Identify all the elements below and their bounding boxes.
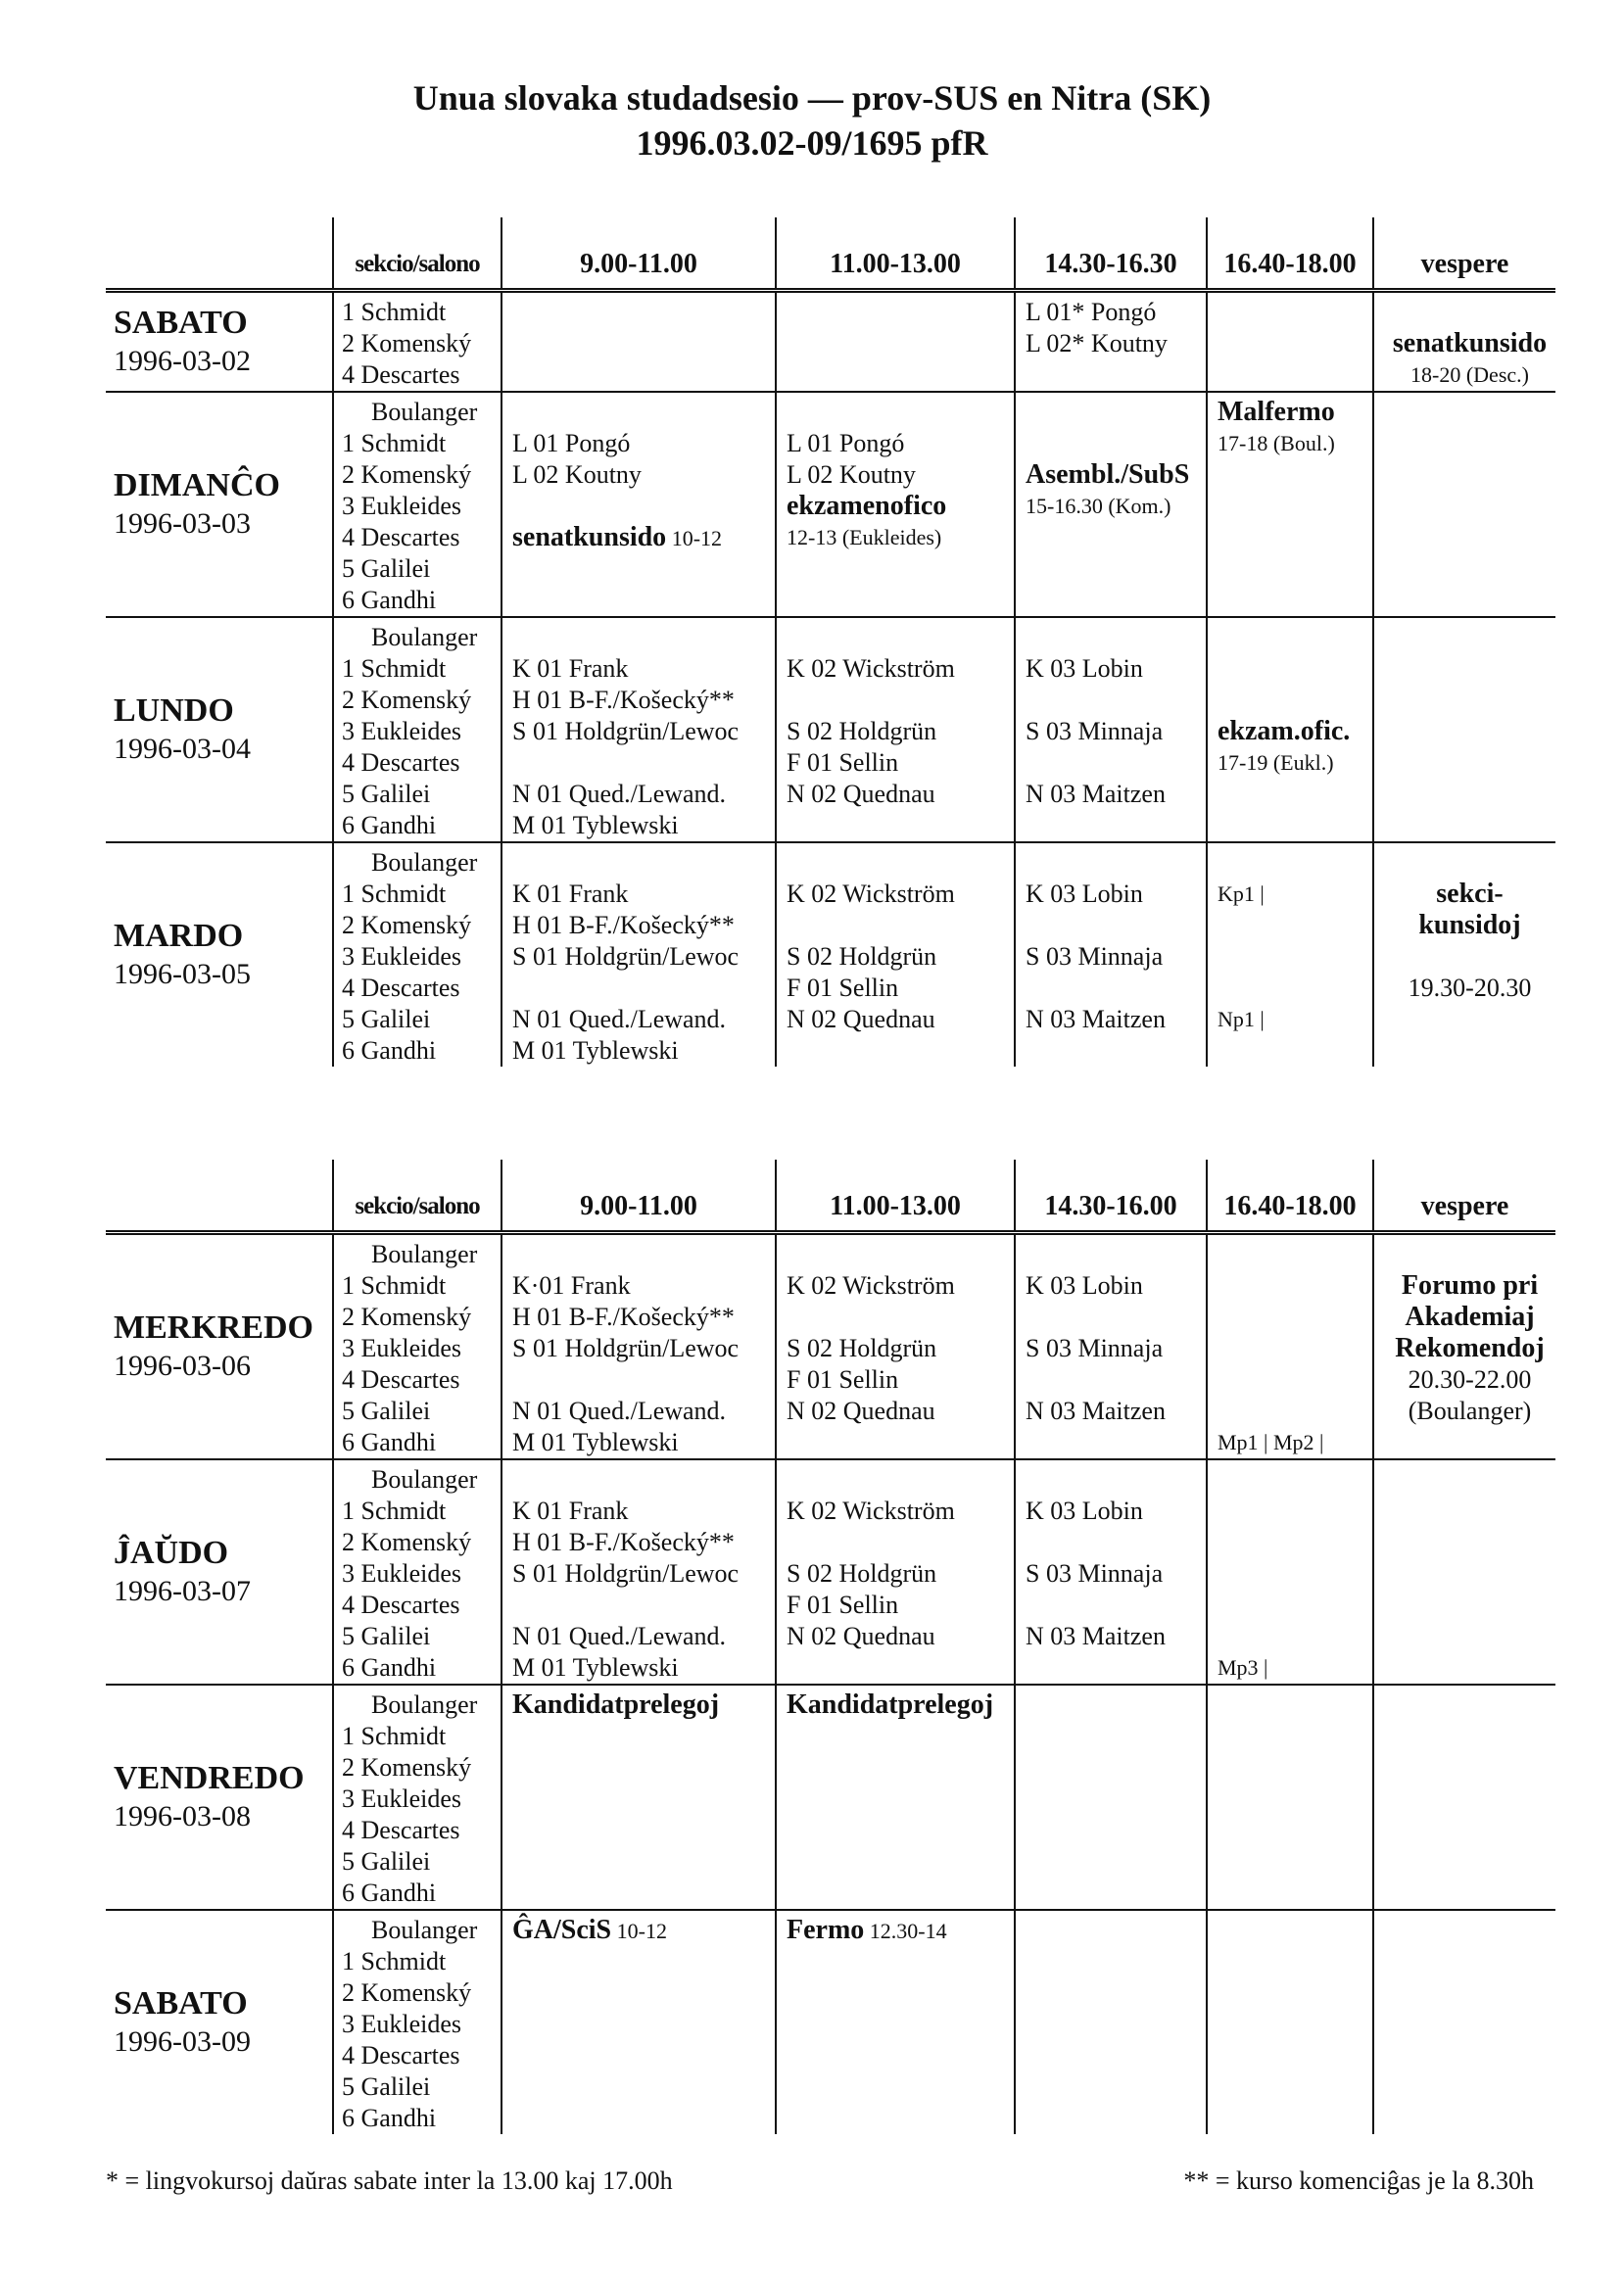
room-name: Boulanger xyxy=(371,1690,478,1719)
session-entry: N 03 Maitzen xyxy=(1026,1397,1166,1425)
day-date: 1996-03-09 xyxy=(114,2025,251,2058)
session-entry xyxy=(1218,910,1372,941)
column-header: 9.00-11.00 xyxy=(502,1160,776,1233)
session-entry: K 03 Lobin xyxy=(1026,1497,1143,1525)
room-name: 2 Komenský xyxy=(342,1753,472,1782)
session-entry: N 02 Quednau xyxy=(787,1005,935,1033)
room-name: 4 Descartes xyxy=(342,360,460,389)
session-entry: N 02 Quednau xyxy=(787,1622,935,1650)
room-name: 5 Galilei xyxy=(342,2072,431,2101)
session-entry xyxy=(512,491,775,522)
schedule-table-week1 xyxy=(106,217,1555,1067)
session-entry: K 01 Frank xyxy=(512,654,629,683)
session-cell xyxy=(1207,291,1373,393)
room-name: 3 Eukleides xyxy=(342,492,462,520)
room-name: 6 Gandhi xyxy=(342,1653,437,1682)
column-header: vespere xyxy=(1373,217,1555,291)
session-cell xyxy=(1015,617,1207,842)
day-label xyxy=(106,842,333,1067)
session-cell xyxy=(502,392,776,617)
session-entry xyxy=(512,747,775,779)
session-entry: 15-16.30 (Kom.) xyxy=(1026,494,1171,518)
session-entry: S 01 Holdgrün/Lewoc xyxy=(512,1559,740,1588)
session-entry: K 02 Wickström xyxy=(787,1271,955,1300)
session-entry: K 02 Wickström xyxy=(787,880,955,908)
session-entry: Kandidatprelegoj xyxy=(512,1689,720,1720)
room-name: 4 Descartes xyxy=(342,523,460,551)
session-cell xyxy=(1207,1233,1373,1460)
session-entry xyxy=(1026,973,1206,1004)
room-name: 4 Descartes xyxy=(342,1365,460,1394)
column-header: sekcio/salono xyxy=(333,1160,502,1233)
session-cell xyxy=(1207,617,1373,842)
room-name: 2 Komenský xyxy=(342,1303,472,1331)
column-header: 11.00-13.00 xyxy=(776,217,1015,291)
session-entry: senatkunsido 10-12 xyxy=(512,522,723,552)
room-name: 5 Galilei xyxy=(342,780,431,808)
column-header: 9.00-11.00 xyxy=(502,217,776,291)
document-subtitle: 1996.03.02-09/1695 pfR xyxy=(636,123,988,163)
session-entry: H 01 B-F./Košecký** xyxy=(512,1528,735,1556)
session-entry: S 02 Holdgrün xyxy=(787,1334,937,1362)
session-entry: 17-19 (Eukl.) xyxy=(1218,750,1334,775)
session-cell xyxy=(776,291,1015,393)
session-entry xyxy=(787,1302,1014,1333)
session-cell xyxy=(1373,1233,1555,1460)
session-entry: Kp1 | xyxy=(1218,881,1265,906)
day-name: SABATO xyxy=(114,305,248,341)
day-name: VENDREDO xyxy=(114,1760,305,1796)
day-name: MARDO xyxy=(114,918,244,954)
session-entry xyxy=(512,1464,775,1496)
day-date: 1996-03-05 xyxy=(114,958,251,990)
rooms-list xyxy=(333,1910,502,2134)
session-entry: Np1 | xyxy=(1218,1007,1265,1031)
room-name: 1 Schmidt xyxy=(342,880,447,908)
session-entry: L 02 Koutny xyxy=(512,460,642,489)
session-entry xyxy=(1218,622,1372,653)
room-name: 1 Schmidt xyxy=(342,654,447,683)
room-name: 6 Gandhi xyxy=(342,1879,437,1907)
rooms-list xyxy=(333,1233,502,1460)
session-entry xyxy=(1384,1239,1555,1270)
session-entry: S 02 Holdgrün xyxy=(787,942,937,971)
room-name: 2 Komenský xyxy=(342,329,472,357)
session-cell xyxy=(1015,1685,1207,1910)
session-cell xyxy=(776,1685,1015,1910)
session-entry: K 03 Lobin xyxy=(1026,880,1143,908)
session-entry xyxy=(1026,622,1206,653)
day-name: SABATO xyxy=(114,1985,248,2022)
day-row xyxy=(106,1233,1555,1460)
session-entry xyxy=(1218,1527,1372,1558)
day-row xyxy=(106,1459,1555,1685)
room-name: 1 Schmidt xyxy=(342,298,447,326)
session-entry: L 02 Koutny xyxy=(787,460,916,489)
room-name: 6 Gandhi xyxy=(342,2104,437,2132)
session-entry: N 02 Quednau xyxy=(787,1397,935,1425)
session-entry xyxy=(1026,1527,1206,1558)
session-entry xyxy=(1026,847,1206,879)
session-entry: Fermo 12.30-14 xyxy=(787,1915,947,1945)
room-name: 2 Komenský xyxy=(342,460,472,489)
session-cell xyxy=(1015,291,1207,393)
session-cell xyxy=(1015,1910,1207,2134)
session-entry: 17-18 (Boul.) xyxy=(1218,431,1335,455)
session-cell xyxy=(1373,1910,1555,2134)
session-cell xyxy=(1015,1459,1207,1685)
session-entry xyxy=(1026,1239,1206,1270)
session-entry xyxy=(1026,1364,1206,1396)
session-entry: ekzamenofico xyxy=(787,491,947,521)
session-entry xyxy=(1384,847,1555,879)
session-entry xyxy=(1218,1496,1372,1527)
room-name: 3 Eukleides xyxy=(342,942,462,971)
rooms-list xyxy=(333,842,502,1067)
session-entry xyxy=(512,622,775,653)
room-name: 1 Schmidt xyxy=(342,1271,447,1300)
session-entry: N 03 Maitzen xyxy=(1026,780,1166,808)
session-entry: Rekomendoj xyxy=(1395,1333,1545,1363)
session-cell xyxy=(502,617,776,842)
session-entry: M 01 Tyblewski xyxy=(512,1653,679,1682)
footnote-double-star: ** = kurso komenciĝas je la 8.30h xyxy=(1183,2166,1534,2195)
room-name: 2 Komenský xyxy=(342,911,472,939)
session-entry: S 03 Minnaja xyxy=(1026,1559,1164,1588)
session-entry: S 03 Minnaja xyxy=(1026,717,1164,745)
day-label xyxy=(106,1233,333,1460)
session-entry xyxy=(1218,653,1372,685)
column-header: 16.40-18.00 xyxy=(1207,217,1373,291)
session-entry xyxy=(1218,1621,1372,1652)
session-cell xyxy=(502,291,776,393)
session-cell xyxy=(1207,392,1373,617)
session-cell xyxy=(1373,1459,1555,1685)
session-entry: F 01 Sellin xyxy=(787,1365,899,1394)
session-entry xyxy=(1218,1333,1372,1364)
room-name: 3 Eukleides xyxy=(342,1334,462,1362)
room-name: 3 Eukleides xyxy=(342,2010,462,2038)
session-entry xyxy=(1218,1590,1372,1621)
room-name: Boulanger xyxy=(371,623,478,651)
session-entry: K·01 Frank xyxy=(512,1271,631,1300)
session-cell xyxy=(776,1459,1015,1685)
day-date: 1996-03-04 xyxy=(114,733,251,765)
column-header: sekcio/salono xyxy=(333,217,502,291)
session-entry xyxy=(1026,747,1206,779)
room-name: 3 Eukleides xyxy=(342,717,462,745)
session-entry: S 01 Holdgrün/Lewoc xyxy=(512,1334,740,1362)
session-entry xyxy=(787,622,1014,653)
day-name: DIMANĈO xyxy=(114,467,280,503)
session-cell xyxy=(1015,842,1207,1067)
session-entry: N 01 Qued./Lewand. xyxy=(512,1005,727,1033)
session-entry: Mp3 | xyxy=(1218,1655,1268,1680)
day-row xyxy=(106,617,1555,842)
column-header: 11.00-13.00 xyxy=(776,1160,1015,1233)
session-entry xyxy=(1384,941,1555,973)
session-entry: ĜA/SciS 10-12 xyxy=(512,1915,667,1945)
room-name: 2 Komenský xyxy=(342,1528,472,1556)
session-entry: N 03 Maitzen xyxy=(1026,1005,1166,1033)
session-entry: F 01 Sellin xyxy=(787,974,899,1002)
room-name: 5 Galilei xyxy=(342,1397,431,1425)
session-entry xyxy=(512,1590,775,1621)
session-entry: M 01 Tyblewski xyxy=(512,811,679,839)
session-entry xyxy=(1026,428,1206,459)
footnote-single-star: * = lingvokursoj daŭras sabate inter la 13.00 kaj 17.00h xyxy=(106,2166,673,2195)
day-label xyxy=(106,617,333,842)
header-corner xyxy=(106,1160,333,1233)
session-cell xyxy=(1207,842,1373,1067)
session-cell xyxy=(502,842,776,1067)
rooms-list xyxy=(333,1459,502,1685)
session-entry: (Boulanger) xyxy=(1408,1397,1532,1425)
day-date: 1996-03-08 xyxy=(114,1800,251,1832)
session-cell xyxy=(1015,392,1207,617)
day-row xyxy=(106,1910,1555,2134)
session-entry: L 02* Koutny xyxy=(1026,329,1168,357)
session-entry xyxy=(787,910,1014,941)
room-name: 1 Schmidt xyxy=(342,429,447,457)
room-name: 6 Gandhi xyxy=(342,1036,437,1065)
session-entry xyxy=(1026,1464,1206,1496)
session-entry: L 01 Pongó xyxy=(512,429,631,457)
session-entry xyxy=(1026,1590,1206,1621)
day-date: 1996-03-07 xyxy=(114,1575,251,1607)
session-cell xyxy=(1207,1459,1373,1685)
session-cell xyxy=(1015,1233,1207,1460)
session-entry xyxy=(1218,1302,1372,1333)
session-entry xyxy=(512,847,775,879)
session-entry: K 02 Wickström xyxy=(787,654,955,683)
room-name: 2 Komenský xyxy=(342,686,472,714)
session-entry xyxy=(1218,1239,1372,1270)
session-entry xyxy=(512,1239,775,1270)
session-entry xyxy=(1218,941,1372,973)
session-entry: M 01 Tyblewski xyxy=(512,1428,679,1456)
room-name: 5 Galilei xyxy=(342,1005,431,1033)
schedule-table-week2 xyxy=(106,1160,1555,2134)
session-entry xyxy=(787,1527,1014,1558)
session-entry: ekzam.ofic. xyxy=(1218,716,1351,746)
room-name: 4 Descartes xyxy=(342,1591,460,1619)
room-name: 2 Komenský xyxy=(342,1978,472,2007)
day-date: 1996-03-06 xyxy=(114,1350,251,1382)
column-header: 14.30-16.30 xyxy=(1015,217,1207,291)
session-entry xyxy=(1218,973,1372,1004)
room-name: 4 Descartes xyxy=(342,748,460,777)
session-cell xyxy=(1207,1910,1373,2134)
day-label xyxy=(106,1685,333,1910)
session-cell xyxy=(776,1910,1015,2134)
room-name: 6 Gandhi xyxy=(342,811,437,839)
room-name: 5 Galilei xyxy=(342,554,431,583)
session-entry xyxy=(1026,1302,1206,1333)
session-entry: S 03 Minnaja xyxy=(1026,942,1164,971)
session-entry: H 01 B-F./Košecký** xyxy=(512,686,735,714)
room-name: 1 Schmidt xyxy=(342,1722,447,1750)
day-label xyxy=(106,1910,333,2134)
session-entry: N 01 Qued./Lewand. xyxy=(512,1622,727,1650)
session-entry: kunsidoj xyxy=(1418,910,1521,940)
day-row xyxy=(106,392,1555,617)
session-entry: S 01 Holdgrün/Lewoc xyxy=(512,717,740,745)
session-entry: N 01 Qued./Lewand. xyxy=(512,780,727,808)
session-entry: S 02 Holdgrün xyxy=(787,717,937,745)
rooms-list xyxy=(333,392,502,617)
day-row xyxy=(106,1685,1555,1910)
session-entry: M 01 Tyblewski xyxy=(512,1036,679,1065)
session-entry xyxy=(1026,397,1206,428)
session-entry: 20.30-22.00 xyxy=(1408,1365,1532,1394)
session-entry: K 03 Lobin xyxy=(1026,1271,1143,1300)
room-name: Boulanger xyxy=(371,1240,478,1268)
session-entry xyxy=(1218,1396,1372,1427)
session-entry: K 01 Frank xyxy=(512,1497,629,1525)
room-name: 4 Descartes xyxy=(342,2041,460,2070)
header-corner xyxy=(106,217,333,291)
session-cell xyxy=(1373,1685,1555,1910)
session-entry: L 01 Pongó xyxy=(787,429,905,457)
room-name: 5 Galilei xyxy=(342,1622,431,1650)
session-entry: H 01 B-F./Košecký** xyxy=(512,911,735,939)
session-entry: Malfermo xyxy=(1218,397,1335,427)
day-name: ĴAŬDO xyxy=(114,1535,229,1571)
session-entry: N 03 Maitzen xyxy=(1026,1622,1166,1650)
session-cell xyxy=(1207,1685,1373,1910)
room-name: 5 Galilei xyxy=(342,1847,431,1876)
session-entry: senatkunsido xyxy=(1392,328,1548,358)
room-name: 1 Schmidt xyxy=(342,1497,447,1525)
session-cell xyxy=(776,1233,1015,1460)
day-date: 1996-03-02 xyxy=(114,345,251,377)
session-entry xyxy=(1218,685,1372,716)
session-entry: N 02 Quednau xyxy=(787,780,935,808)
day-row xyxy=(106,842,1555,1067)
session-entry: F 01 Sellin xyxy=(787,1591,899,1619)
day-name: MERKREDO xyxy=(114,1309,313,1346)
session-entry xyxy=(787,847,1014,879)
rooms-list xyxy=(333,617,502,842)
session-entry xyxy=(1218,847,1372,879)
room-name: 4 Descartes xyxy=(342,1816,460,1844)
session-entry xyxy=(787,397,1014,428)
session-entry: K 01 Frank xyxy=(512,880,629,908)
session-cell xyxy=(502,1233,776,1460)
session-entry: H 01 B-F./Košecký** xyxy=(512,1303,735,1331)
session-cell xyxy=(1373,392,1555,617)
session-entry xyxy=(1218,1558,1372,1590)
session-entry: 12-13 (Eukleides) xyxy=(787,525,942,549)
session-entry xyxy=(512,1364,775,1396)
room-name: 4 Descartes xyxy=(342,974,460,1002)
session-entry: Forumo pri xyxy=(1401,1270,1539,1301)
day-name: LUNDO xyxy=(114,692,234,729)
session-entry: S 02 Holdgrün xyxy=(787,1559,937,1588)
session-cell xyxy=(776,392,1015,617)
session-entry xyxy=(787,1464,1014,1496)
session-cell xyxy=(502,1685,776,1910)
session-entry: Akademiaj xyxy=(1405,1302,1535,1332)
session-entry xyxy=(1218,1364,1372,1396)
column-header: vespere xyxy=(1373,1160,1555,1233)
session-entry: Mp1 | Mp2 | xyxy=(1218,1430,1324,1454)
column-header: 16.40-18.00 xyxy=(1207,1160,1373,1233)
room-name: 1 Schmidt xyxy=(342,1947,447,1975)
session-cell xyxy=(1373,617,1555,842)
session-entry: N 01 Qued./Lewand. xyxy=(512,1397,727,1425)
session-entry xyxy=(1026,685,1206,716)
day-row xyxy=(106,291,1555,393)
session-entry: F 01 Sellin xyxy=(787,748,899,777)
session-cell xyxy=(502,1459,776,1685)
session-entry: 19.30-20.30 xyxy=(1408,974,1532,1002)
room-name: 3 Eukleides xyxy=(342,1559,462,1588)
session-entry xyxy=(787,1239,1014,1270)
session-entry xyxy=(512,973,775,1004)
day-label xyxy=(106,291,333,393)
room-name: 3 Eukleides xyxy=(342,1784,462,1813)
session-entry xyxy=(1384,297,1555,328)
rooms-list xyxy=(333,1685,502,1910)
session-entry: sekci- xyxy=(1436,879,1504,909)
session-entry: L 01* Pongó xyxy=(1026,298,1157,326)
session-entry xyxy=(1026,910,1206,941)
room-name: Boulanger xyxy=(371,398,478,426)
day-label xyxy=(106,1459,333,1685)
session-entry: K 03 Lobin xyxy=(1026,654,1143,683)
document-title: Unua slovaka studadsesio — prov-SUS en Nitra (SK) xyxy=(412,78,1212,118)
session-cell xyxy=(776,617,1015,842)
session-cell xyxy=(502,1910,776,2134)
day-label xyxy=(106,392,333,617)
session-entry: S 03 Minnaja xyxy=(1026,1334,1164,1362)
session-cell xyxy=(776,842,1015,1067)
session-entry xyxy=(1218,1270,1372,1302)
room-name: Boulanger xyxy=(371,848,478,877)
session-entry xyxy=(787,685,1014,716)
session-entry: 18-20 (Desc.) xyxy=(1410,362,1529,387)
room-name: Boulanger xyxy=(371,1916,478,1944)
room-name: 6 Gandhi xyxy=(342,1428,437,1456)
room-name: Boulanger xyxy=(371,1465,478,1494)
session-cell xyxy=(1373,842,1555,1067)
session-cell xyxy=(1373,291,1555,393)
session-entry xyxy=(1218,1464,1372,1496)
session-entry: Asembl./SubS xyxy=(1026,459,1190,490)
session-entry: K 02 Wickström xyxy=(787,1497,955,1525)
column-header: 14.30-16.00 xyxy=(1015,1160,1207,1233)
session-entry xyxy=(512,397,775,428)
session-entry: S 01 Holdgrün/Lewoc xyxy=(512,942,740,971)
rooms-list xyxy=(333,291,502,393)
room-name: 6 Gandhi xyxy=(342,586,437,614)
day-date: 1996-03-03 xyxy=(114,507,251,540)
session-entry: Kandidatprelegoj xyxy=(787,1689,994,1720)
